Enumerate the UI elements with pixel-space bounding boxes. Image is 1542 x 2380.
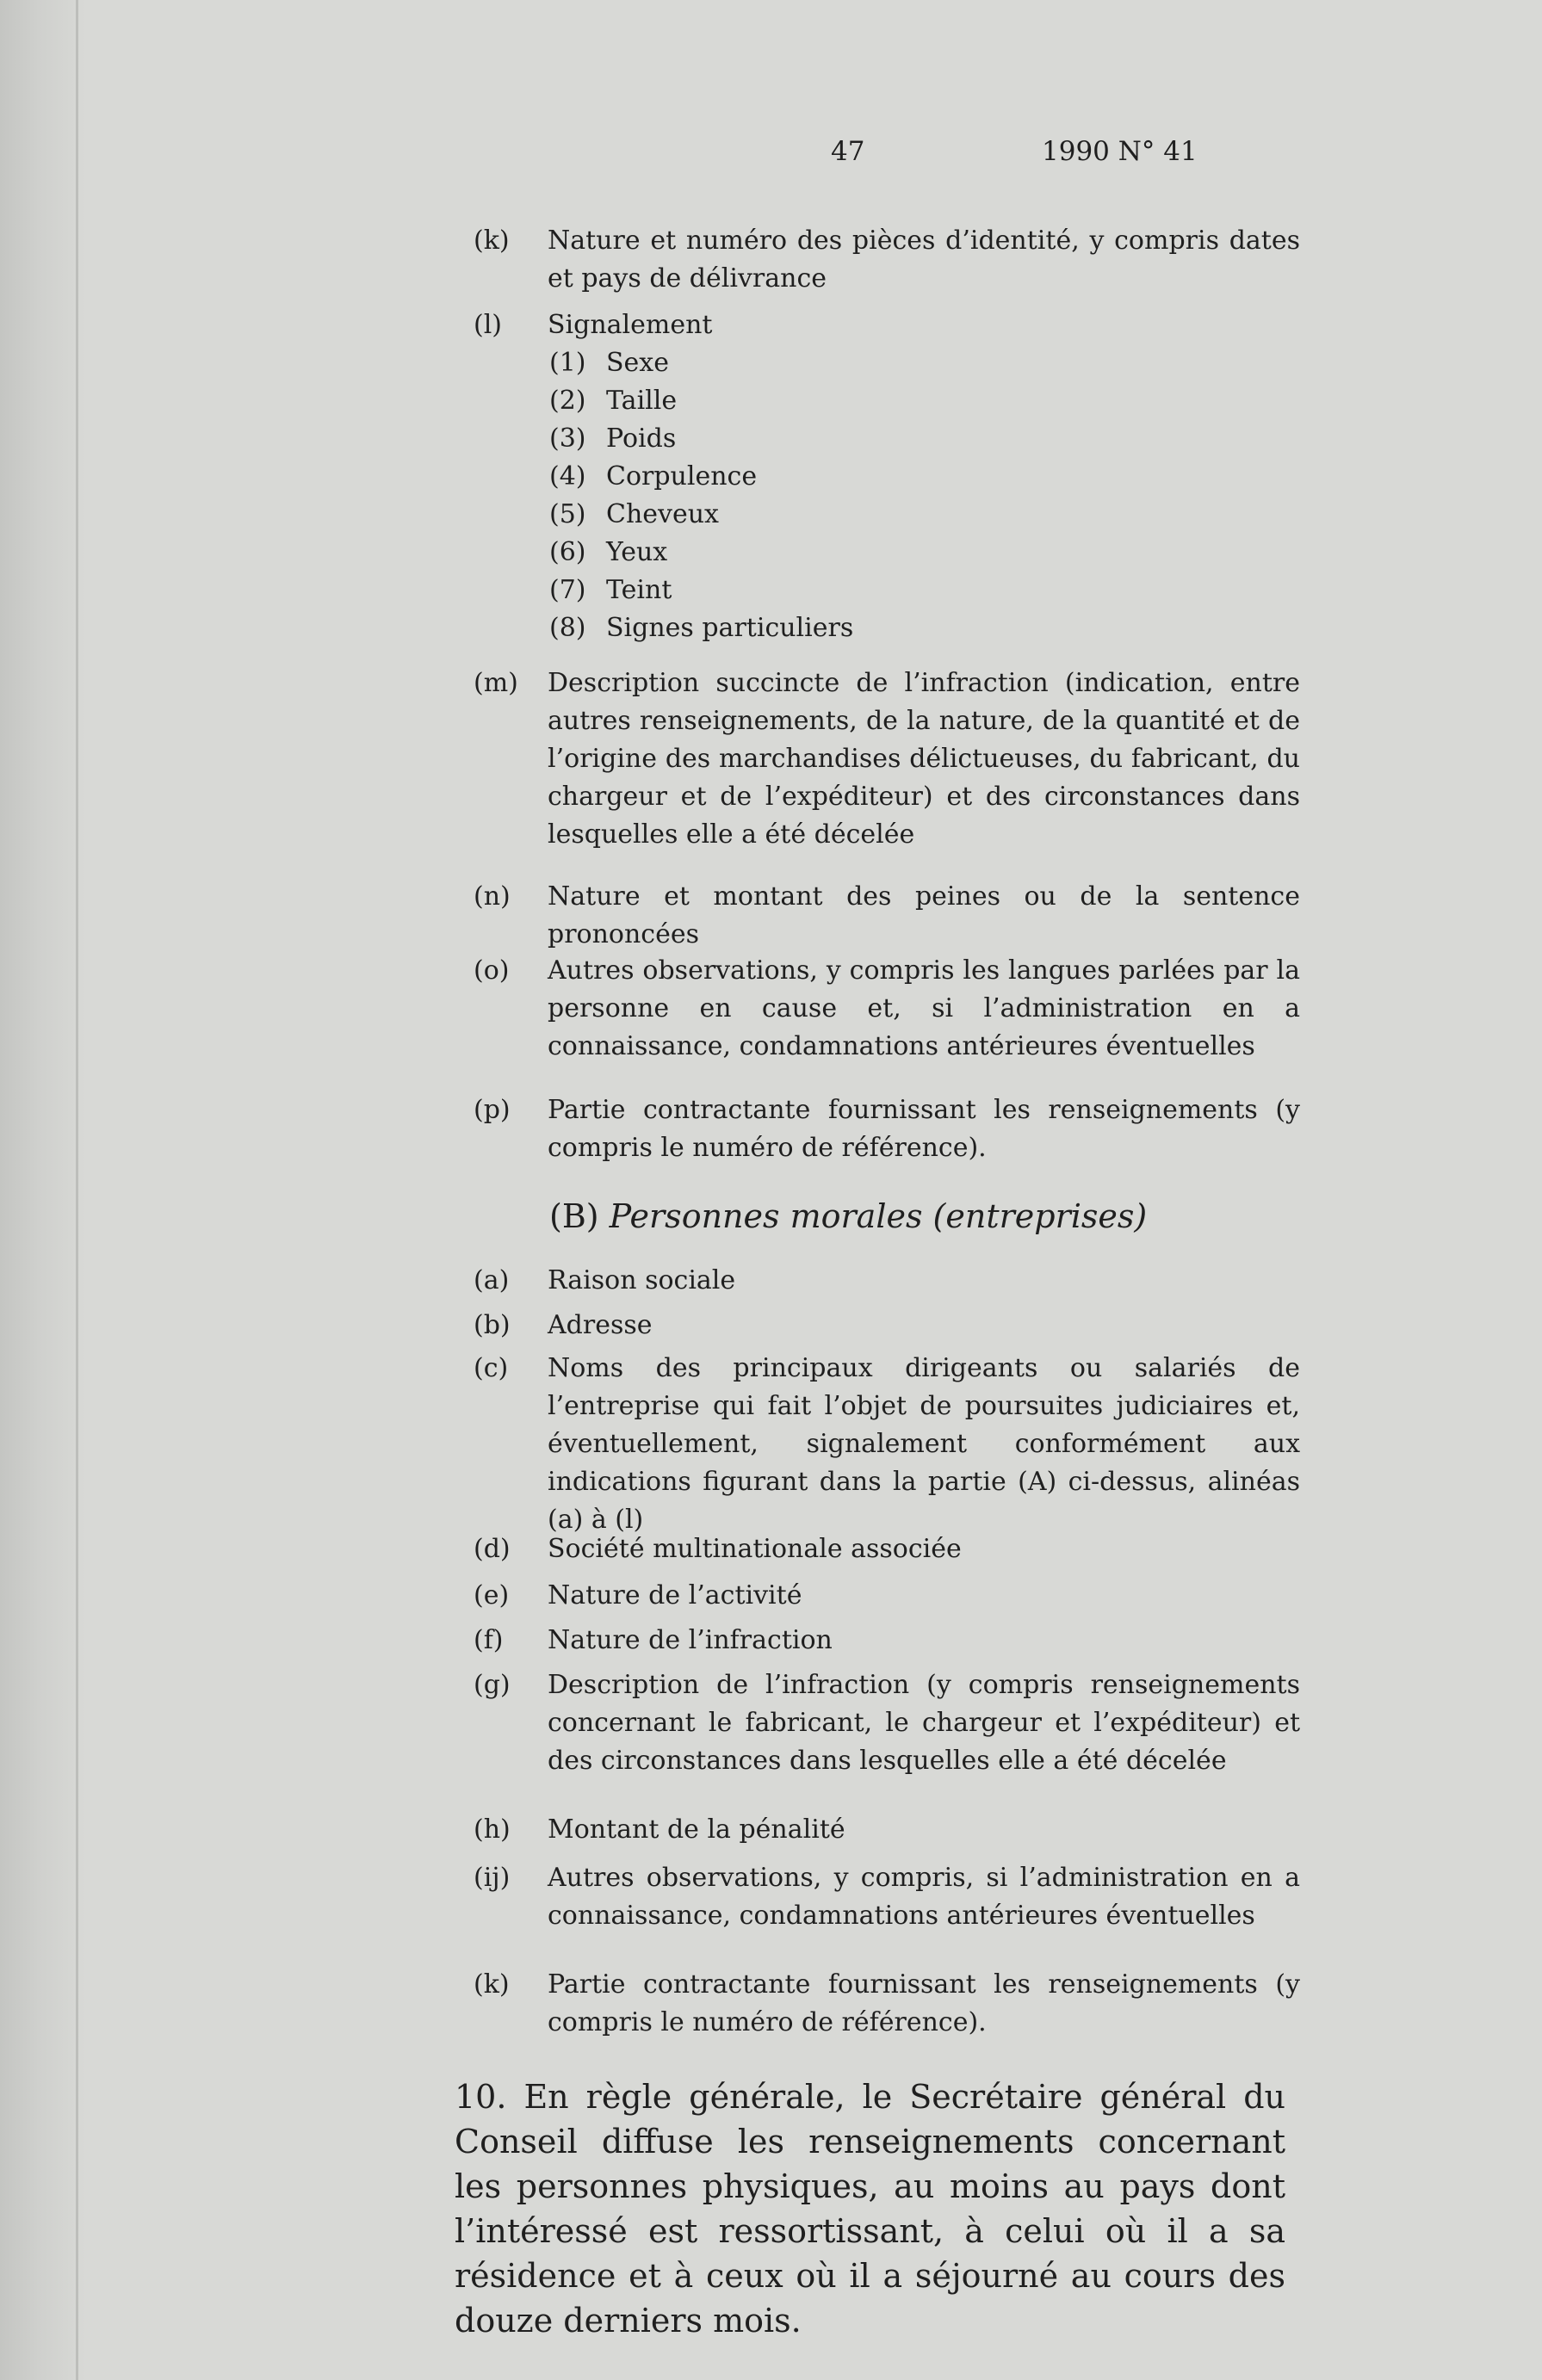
entry-text: Signalement [548,310,713,340]
entry-label: (n) [474,881,511,912]
page-number: 47 [831,136,865,167]
entry-text: Nature et montant des peines ou de la sentence prononcées [548,881,1300,949]
signalement-text: Sexe [606,348,669,378]
signalement-item [549,344,669,382]
entry-text: Société multinationale associée [548,1534,962,1564]
signalement-text: Signes particuliers [606,613,854,643]
signalement-item [549,496,719,534]
signalement-item [549,420,676,458]
signalement-text: Cheveux [606,499,719,529]
entry-label: (f) [474,1625,504,1655]
signalement-number: (7) [549,575,586,605]
document-reference: 1990 N° 41 [1042,136,1198,167]
entry-label: (o) [474,955,510,986]
book-gutter-edge [76,0,78,2380]
entry-label: (k) [474,226,510,256]
section-b-prefix: (B) [549,1197,599,1235]
signalement-number: (6) [549,537,586,567]
entry-label: (e) [474,1580,510,1610]
entry-label: (a) [474,1265,510,1295]
entry-text: Adresse [548,1310,653,1340]
page-header [831,136,1313,170]
signalement-number: (4) [549,461,586,491]
book-spine-shadow [0,0,86,2380]
signalement-item [549,609,853,647]
signalement-text: Taille [606,386,678,416]
signalement-text: Yeux [606,537,668,567]
signalement-item [549,572,672,609]
entry-label: (h) [474,1814,511,1845]
signalement-item [549,534,667,572]
entry-label: (k) [474,1969,510,2000]
entry-text: Nature et numéro des pièces d’identité, y compris dates et pays de délivrance [548,226,1300,294]
entry-text: Nature de l’activité [548,1580,802,1610]
entry-label: (ij) [474,1863,511,1893]
signalement-item [549,382,677,420]
entry-label: (d) [474,1534,511,1564]
entry-text: Partie contractante fournissant les renseignements (y compris le numéro de référence). [548,1095,1300,1163]
signalement-text: Corpulence [606,461,758,491]
entry-label: (g) [474,1670,511,1700]
entry-text: Noms des principaux dirigeants ou salariés de l’entreprise qui fait l’objet de poursuites judiciaires et, éventuellement, signalement conformément aux indications figurant dans la partie (A) ci-dessus, alinéas (a) à (l) [548,1353,1300,1535]
entry-text: Raison sociale [548,1265,736,1295]
entry-label: (b) [474,1310,511,1340]
signalement-number: (5) [549,499,586,529]
signalement-number: (1) [549,348,586,378]
entry-label: (l) [474,310,503,340]
signalement-number: (3) [549,423,586,454]
signalement-text: Teint [606,575,672,605]
entry-text: Autres observations, y compris, si l’administration en a connaissance, condamnations antérieures éventuelles [548,1863,1300,1931]
entry-label: (m) [474,668,518,698]
paragraph-10: 10. En règle générale, le Secrétaire général du Conseil diffuse les renseignements concernant les personnes physiques, au moins au pays dont l’intéressé est ressortissant, à celui où il a sa résidence et à ceux où il a séjourné au cours des douze derniers mois. [455,2078,1285,2340]
document-page [95,0,1542,2380]
entry-text: Description de l’infraction (y compris renseignements concernant le fabricant, le chargeur et l’expéditeur) et des circonstances dans lesquelles elle a été décelée [548,1670,1300,1776]
entry-label: (p) [474,1095,511,1125]
signalement-text: Poids [606,423,677,454]
entry-label: (c) [474,1353,509,1383]
entry-text: Autres observations, y compris les langues parlées par la personne en cause et, si l’administration en a connaissance, condamnations antérieures éventuelles [548,955,1300,1061]
entry-text: Nature de l’infraction [548,1625,833,1655]
entry-text: Montant de la pénalité [548,1814,845,1845]
entry-text: Partie contractante fournissant les renseignements (y compris le numéro de référence). [548,1969,1300,2037]
entry-text: Description succincte de l’infraction (indication, entre autres renseignements, de la nature, de la quantité et de l’origine des marchandises délictueuses, du fabricant, du chargeur et de l’expéditeur) et des circonstances dans lesquelles elle a été décelée [548,668,1300,850]
section-b-heading [549,1195,1147,1238]
section-b-title: Personnes morales (entreprises) [609,1197,1148,1235]
signalement-item [549,458,757,496]
signalement-number: (2) [549,386,586,416]
signalement-number: (8) [549,613,586,643]
